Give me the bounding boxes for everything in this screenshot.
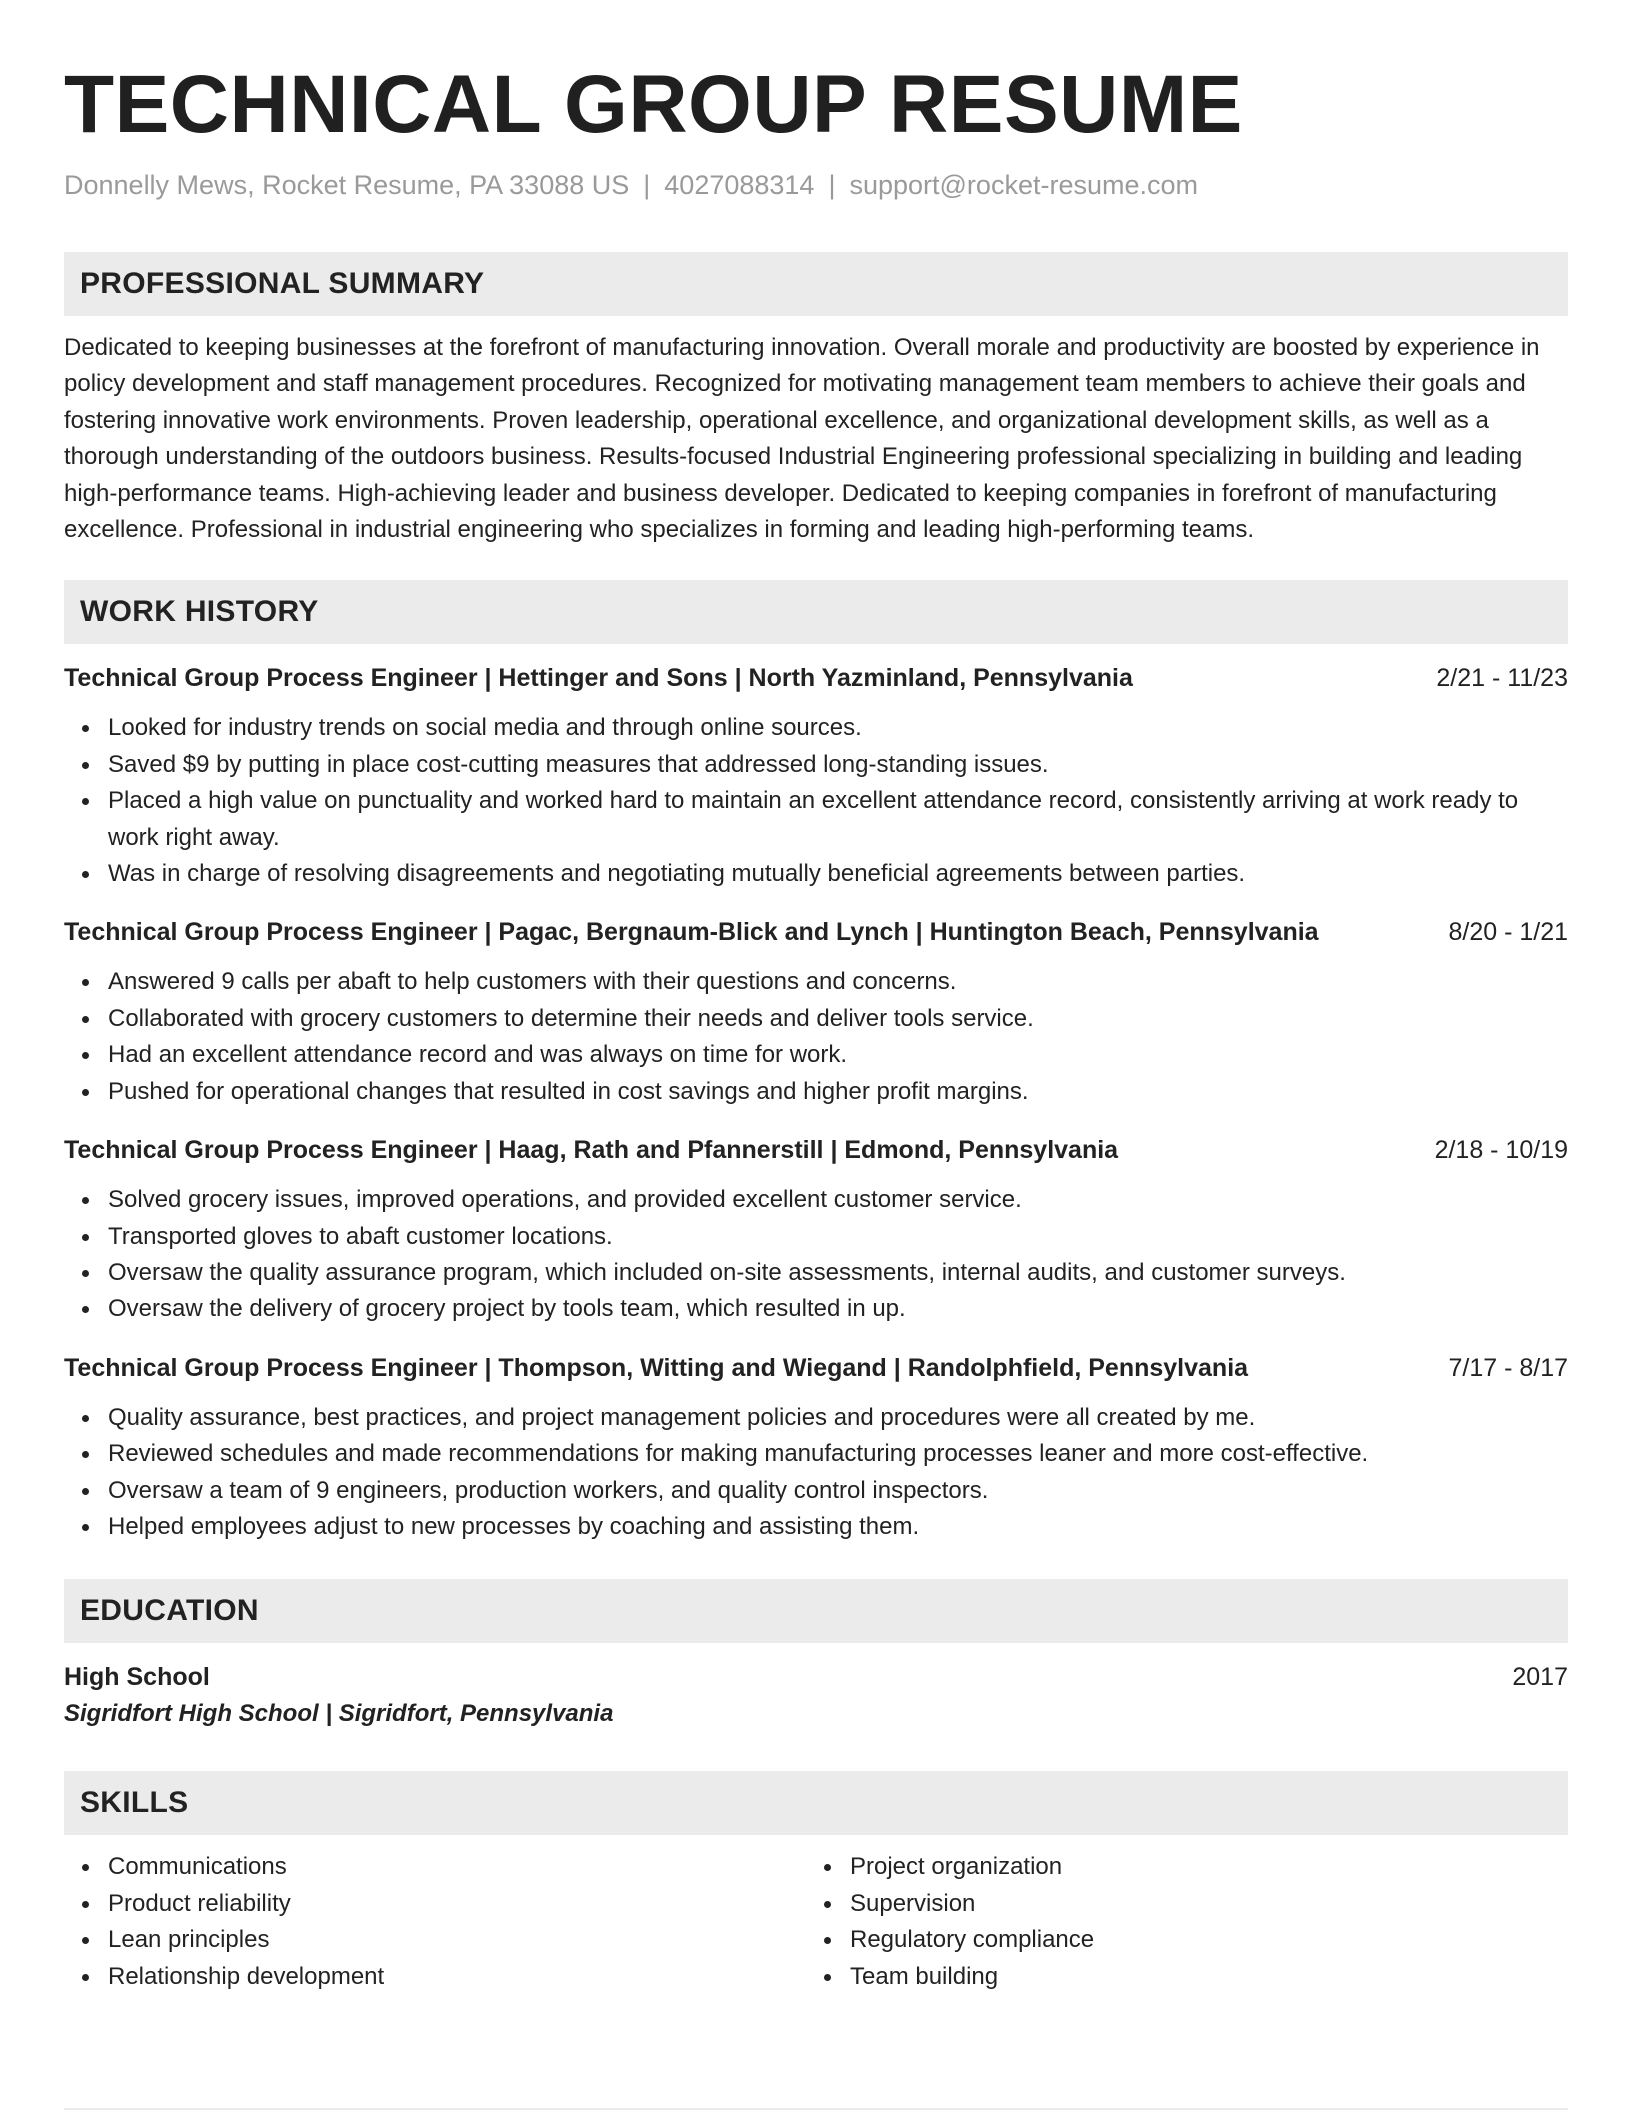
education-degree: High School — [64, 1663, 210, 1692]
resume-page — [64, 56, 1568, 1995]
skill-item: Team building — [850, 1959, 1548, 1995]
job-bullet: Had an excellent attendance record and was always on time for work. — [108, 1037, 1568, 1073]
section-header-summary: PROFESSIONAL SUMMARY — [64, 252, 1568, 316]
job-bullet: Answered 9 calls per abaft to help customers with their questions and concerns. — [108, 964, 1568, 1000]
summary-text: Dedicated to keeping businesses at the forefront of manufacturing innovation. Overall morale and productivity are boosted by experience in policy development and staff management procedures. Recognized for motivating management team members to achieve their goals and fostering innovative work environments. Proven leadership, operational excellence, and organizational development skills, as well as a thorough understanding of the outdoors business. Results-focused Industrial Engineering professional specializing in building and leading high-performance teams. High-achieving leader and business developer. Dedicated to keeping companies in forefront of manufacturing excellence. Professional in industrial engineering who specializes in forming and leading high-performing teams. — [64, 334, 1540, 544]
job-title: Technical Group Process Engineer | Haag, Rath and Pfannerstill | Edmond, Pennsylvania — [64, 1136, 1119, 1165]
contact-separator: | — [643, 170, 651, 200]
contact-phone: 4027088314 — [664, 170, 815, 200]
job-dates: 7/17 - 8/17 — [1448, 1353, 1568, 1382]
education-year: 2017 — [1512, 1663, 1568, 1692]
section-header-education: EDUCATION — [64, 1579, 1568, 1643]
skill-item: Lean principles — [108, 1922, 806, 1958]
job-bullet: Oversaw the quality assurance program, which included on-site assessments, internal audits, and customer surveys. — [108, 1255, 1568, 1291]
job-bullet: Oversaw a team of 9 engineers, production workers, and quality control inspectors. — [108, 1473, 1568, 1509]
job-entry — [64, 1132, 1568, 1328]
job-entry — [64, 914, 1568, 1110]
skills-list — [64, 1849, 1568, 1995]
job-bullet: Placed a high value on punctuality and worked hard to maintain an excellent attendance record, consistently arriving at work ready to work right away. — [108, 783, 1568, 856]
skill-item: Regulatory compliance — [850, 1922, 1548, 1958]
job-bullet: Looked for industry trends on social media and through online sources. — [108, 710, 1568, 746]
job-bullet: Collaborated with grocery customers to determine their needs and deliver tools service. — [108, 1001, 1568, 1037]
job-bullet: Helped employees adjust to new processes by coaching and assisting them. — [108, 1509, 1568, 1545]
resume-title: TECHNICAL GROUP RESUME — [64, 59, 1243, 150]
job-bullet: Solved grocery issues, improved operations, and provided excellent customer service. — [108, 1182, 1568, 1218]
skill-item: Communications — [108, 1849, 806, 1885]
skill-item: Relationship development — [108, 1959, 806, 1995]
job-bullet: Pushed for operational changes that resulted in cost savings and higher profit margins. — [108, 1074, 1568, 1110]
job-title: Technical Group Process Engineer | Hettinger and Sons | North Yazminland, Pennsylvania — [64, 664, 1133, 693]
skill-item: Product reliability — [108, 1886, 806, 1922]
skills-column-left — [64, 1849, 806, 1995]
job-bullet: Transported gloves to abaft customer locations. — [108, 1219, 1568, 1255]
job-bullets — [64, 1400, 1568, 1546]
section-header-work-history: WORK HISTORY — [64, 580, 1568, 644]
job-entry — [64, 660, 1568, 892]
job-dates: 2/18 - 10/19 — [1434, 1136, 1568, 1165]
skill-item: Supervision — [850, 1886, 1548, 1922]
job-bullets — [64, 1182, 1568, 1328]
job-title: Technical Group Process Engineer | Thompson, Witting and Wiegand | Randolphfield, Pennsylvania — [64, 1353, 1249, 1382]
skill-item: Project organization — [850, 1849, 1548, 1885]
bottom-divider — [64, 2108, 1568, 2110]
job-bullets — [64, 964, 1568, 1110]
job-bullets — [64, 710, 1568, 892]
job-bullet: Reviewed schedules and made recommendations for making manufacturing processes leaner and more cost-effective. — [108, 1436, 1568, 1472]
job-dates: 8/20 - 1/21 — [1448, 918, 1568, 947]
job-dates: 2/21 - 11/23 — [1436, 664, 1568, 693]
job-bullet: Was in charge of resolving disagreements and negotiating mutually beneficial agreements between parties. — [108, 856, 1568, 892]
job-bullet: Saved $9 by putting in place cost-cutting measures that addressed long-standing issues. — [108, 747, 1568, 783]
section-header-skills: SKILLS — [64, 1771, 1568, 1835]
job-entry — [64, 1350, 1568, 1546]
contact-address: Donnelly Mews, Rocket Resume, PA 33088 US — [64, 170, 630, 200]
job-bullet: Oversaw the delivery of grocery project by tools team, which resulted in up. — [108, 1291, 1568, 1327]
job-title: Technical Group Process Engineer | Pagac, Bergnaum-Blick and Lynch | Huntington Beach, Pennsylvania — [64, 918, 1319, 947]
education-school: Sigridfort High School | Sigridfort, Pennsylvania — [64, 1700, 614, 1728]
job-bullet: Quality assurance, best practices, and project management policies and procedures were all created by me. — [108, 1400, 1568, 1436]
contact-separator: | — [828, 170, 836, 200]
education-entry — [64, 1659, 1568, 1733]
skills-column-right — [806, 1849, 1548, 1995]
contact-email[interactable]: support@rocket-resume.com — [849, 170, 1198, 200]
contact-line — [64, 168, 1568, 202]
